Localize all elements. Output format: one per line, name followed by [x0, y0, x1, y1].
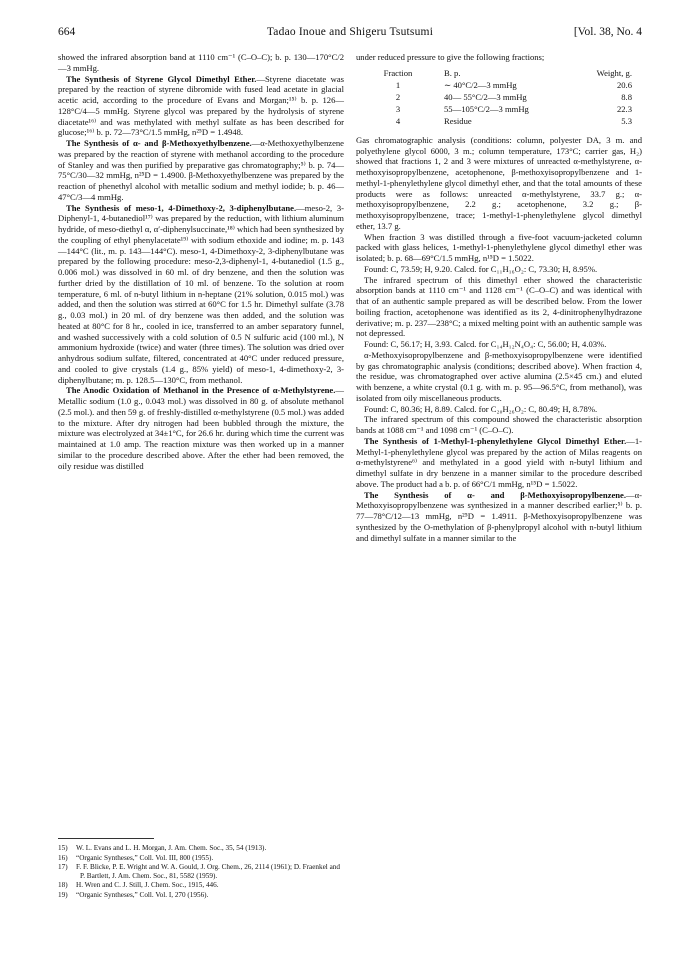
paragraph	[58, 203, 344, 386]
footnote-number: 19)	[58, 890, 68, 899]
footnote-number: 16)	[58, 853, 68, 862]
footnote	[58, 854, 344, 863]
paragraph-text: The infrared spectrum of this dimethyl ether showed the characteristic absorption bands at 1110 cm⁻¹ and 1128 cm⁻¹ (C–O–C) and was identical with that of an authentic sample prepared as will be described below. From the lower boiling fraction, acetophenone was identified as its 2, 4-dinitrophenylhydrazone derivative; m. p. 237—238°C; a mixed melting point with an authentic sample was not depressed.	[356, 274, 642, 339]
table-cell: 20.6	[616, 79, 632, 90]
section-heading: The Synthesis of meso-1, 4-Dimethoxy-2, 3-diphenylbutane.	[66, 202, 297, 213]
paragraph-text: —meso-2, 3-Diphenyl-1, 4-butanediol¹⁷⁾ was prepared by the reduction, with lithium aluminum hydride, of meso-diethyl α, α′-diphenylsuccinate,¹⁸⁾ which had been synthesized by the coupling of ethyl phenylacetate¹⁹⁾ with sodium ethoxide and iodine; m. p. 143—144°C (lit., m. p. 143—144°C). meso-1, 4-Dimethoxy-2, 3-diphenylbutane was prepared by the following procedure: meso-2,3-diphenyl-1, 4-butanediol (1.5 g., 0.006 mol.) was dissolved in 60 ml. of dry benzene, and then the solution was further dried by the distillation of 10 ml. of benzene. To the solution at room temperature, 6 ml. of n-butyl lithium in n-heptane (21% solution, 0.015 mol.) was added, and then the solution was stirred at 60°C for 1.5 hr. Dimethyl sulfate (3.78 g., 0.03 mol.) in 20 ml. of dry benzene was then added, and the solution was heated at 80°C for 8 hr., cooled in ice, transferred to an amber separatory funnel, and washed successively with a cold solution of 0.5 N sulfuric acid (100 ml.), N ammonium hydroxide (twice) and water (three times). The solution was dried over anhydrous sodium sulfate, filtered, concentrated at 40°C under reduced pressure, and cooled to give crystals (1.4 g., 85% yield) of meso-1, 4-dimethoxy-2, 3-diphenylbutane; m. p. 128.5—130°C, from methanol.	[58, 202, 344, 385]
table-cell: 1	[395, 79, 401, 90]
paragraph-text: Found: C, 73.59; H, 9.20. Calcd. for C₁₁H₁₆O₂: C, 73.30; H, 8.95%.	[364, 263, 598, 274]
footnote-list	[58, 844, 344, 900]
footnote-text: “Organic Syntheses,” Coll. Vol. I, 270 (1956).	[76, 890, 209, 899]
footnote	[58, 863, 344, 880]
section-heading: The Synthesis of α- and β-Methoxyisopropylbenzene.	[364, 489, 627, 500]
paragraph-text: When fraction 3 was distilled through a five-foot vacuum-jacketed column packed with glass helices, 1-methyl-1-phenylethylene glycol dimethyl ether was isolated; b. p. 68—69°C/1.5 mmHg, n¹⁵D = 1.5022.	[356, 231, 642, 263]
paragraph-text: Found: C, 56.17; H, 3.93. Calcd. for C₁₄H₁₂N₄O₄: C, 56.00; H, 4.03%.	[364, 339, 607, 349]
table-cell: 3	[395, 103, 401, 114]
running-authors: Tadao Inoue and Shigeru Tsutsumi	[266, 26, 434, 38]
paragraph	[356, 490, 642, 544]
paragraph-text: showed the infrared absorption band at 1110 cm⁻¹ (C–O–C); b. p. 130—170°C/2—3 mmHg.	[58, 52, 344, 73]
paragraph-text: —1-Methyl-1-phenylethylene glycol was prepared by the action of Milas reagents on α-methylstyrene⁶⁾ and methylated in a good yield with n-butyl lithium and dimethyl sulfate in dry benzene in a manner similar to the procedure described above. The product had a b. p. of 66°C/1 mmHg, n¹⁵D = 1.5022.	[356, 435, 642, 489]
page-number: 664	[58, 26, 76, 38]
volume-info: [Vol. 38, No. 4	[573, 26, 642, 38]
paragraph-text: —α-Methoxyethylbenzene was prepared by the reaction of styrene with methanol according to the procedure of Stanley and was then purified by preparative gas chromatography;⁵⁾ b. p. 74—75°C/30—32 mmHg, n²⁵D = 1.4900. β-Methoxyethylbenzene was prepared by the reaction of phenethyl alcohol with metallic sodium and methyl iodide; b. p. 46—47°C/3—4 mmHg.	[58, 138, 344, 202]
paragraph-text: Found: C, 80.36; H, 8.89. Calcd. for C₂₀H₂₆O₂: C, 80.49; H, 8.78%.	[364, 403, 598, 414]
table-cell: 55—105°C/2—3 mmHg	[444, 103, 529, 114]
paragraph-text: α-Methoxyisopropylbenzene and β-methoxyisopropylbenzene were identified by gas chromatographic analysis (conditions; described above). When fraction 4, the residue, was chromatographed over active alumina (2.5×45 cm.) and eluted with benzene, a white crystal (0.1 g. with m. p. 95—96.5°C, from methanol), was isolated from oily miscellaneous products.	[356, 349, 642, 403]
paragraph	[356, 275, 642, 340]
section-heading: The Synthesis of Styrene Glycol Dimethyl Ether.	[66, 73, 257, 84]
paragraph	[356, 414, 642, 436]
section-heading: The Synthesis of α- and β-Methoxyethylbenzene.	[66, 138, 252, 148]
footnote-number: 15)	[58, 844, 68, 852]
table-header-cell: Fraction	[383, 67, 413, 78]
footnote-number: 18)	[58, 881, 68, 890]
paragraph-text: The infrared spectrum of this compound showed the characteristic absorption bands at 1088 cm⁻¹ and 1098 cm⁻¹ (C–O–C).	[356, 414, 642, 435]
running-header	[58, 26, 642, 40]
paragraph-text: —Styrene diacetate was prepared by the reaction of styrene dibromide with fused lead acetate in glacial acetic acid, according to the procedure of Evans and Morgan;¹⁵⁾ b. p. 126—128°C/4—5 mmHg. Styrene glycol was prepared by the hydrolysis of styrene diacetate¹⁶⁾ and was methylated with methyl sulfate as has been described for glucose;¹⁶⁾ b. p. 72—73°C/1.5 mmHg, n²⁵D = 1.4948.	[58, 73, 344, 138]
paragraph	[58, 74, 344, 139]
footnote-text: H. Wren and C. J. Still, J. Chem. Soc., 1915, 446.	[76, 881, 219, 890]
paragraph	[356, 350, 642, 404]
paragraph	[58, 52, 344, 74]
footnote	[58, 881, 344, 890]
paragraph-text: Gas chromatographic analysis (conditions: column, polyester DA, 3 m. and polyethylene glycol 6000, 3 m.; column temperature, 173°C; carrier gas, H₂) showed that fractions 1, 2 and 3 were mixtures of unreacted α-methylstyrene, α-methoxyisopropylbenzene, acetophenone, β-methoxyisopropylbenzene and 1-methyl-1-phenylethylene glycol dimethyl ether, and that the total amounts of these products were as follows: unreacted α-methylstyrene, 33.7 g.; α-methoxyisopropylbenzene, 2.2 g.; acetophenone, 3.2 g.; β-methoxyisopropylbenzene, trace; 1-methyl-1-phenylethylene glycol dimethyl ether, 13.7 g.	[356, 134, 642, 231]
table-header-cell: B. p.	[444, 67, 461, 78]
footnote-text: F. F. Blicke, P. E. Wright and W. A. Gould, J. Org. Chem., 26, 2114 (1961); D. Fraenkel and P. Bartlett, J. Am. Chem. Soc., 81, 5582 (1959).	[76, 863, 340, 880]
paragraph-text: —α-Methoxyisopropylbenzene was synthesized in a manner described earlier;⁵⁾ b. p. 77—78°C/12—13 mmHg, n²⁵D = 1.4911. β-Methoxyisopropylbenzene was synthesized by the O-methylation of β-phenylpropyl alcohol with n-butyl lithium and dimethyl sulfate in a manner similar to the	[356, 489, 642, 543]
table-row	[370, 91, 638, 103]
footnote-text: “Organic Syntheses,” Coll. Vol. III, 800 (1955).	[76, 853, 214, 862]
paragraph	[356, 436, 642, 490]
footnote-rule	[58, 838, 154, 839]
table-cell: Residue	[444, 115, 472, 126]
table-cell: ∼ 40°C/2—3 mmHg	[444, 79, 517, 90]
table-row	[370, 79, 638, 91]
fractions-intro: under reduced pressure to give the following fractions;	[356, 52, 545, 62]
footnote-number: 17)	[58, 863, 68, 872]
table-row	[370, 103, 638, 115]
table-cell: 5.3	[621, 115, 632, 126]
table-cell: 40— 55°C/2—3 mmHg	[444, 91, 527, 102]
right-column	[356, 52, 642, 543]
footnote	[58, 891, 344, 900]
paragraph	[356, 339, 642, 350]
table-header-cell: Weight, g.	[596, 67, 632, 78]
left-column	[58, 52, 344, 471]
table-cell: 2	[395, 91, 401, 102]
paragraph	[58, 138, 344, 203]
section-heading: The Anodic Oxidation of Methanol in the Presence of α-Methylstyrene.	[66, 385, 336, 396]
section-heading: The Synthesis of 1-Methyl-1-phenylethylene Glycol Dimethyl Ether.	[364, 435, 627, 446]
paragraph	[356, 135, 642, 232]
paragraph	[356, 264, 642, 275]
footnote	[58, 844, 344, 853]
footnote-text: W. L. Evans and L. H. Morgan, J. Am. Chem. Soc., 35, 54 (1913).	[76, 844, 267, 852]
footnotes	[58, 838, 344, 901]
paragraph-text: —Metallic sodium (1.0 g., 0.043 mol.) was dissolved in 80 g. of absolute methanol (2.5 mol.). and then 59 g. of freshly-distilled α-methylstyrene (0.5 mol.) was added to the mixture. After dry nitrogen had been bubbled through the mixture, the mixture was electrolyzed at 34±1°C, for 26.6 hr. during which time the current was maintained at 1.0 amp. The reaction mixture was then worked up in a manner similar to the procedure described above. After the ether had been removed, the oily residue was distilled	[58, 385, 344, 471]
table-cell: 4	[395, 115, 401, 126]
paragraph	[356, 232, 642, 264]
table-row	[370, 115, 638, 127]
paragraph	[356, 404, 642, 415]
table-cell: 22.3	[616, 103, 632, 114]
right-column-body	[356, 135, 642, 544]
table-cell: 8.8	[621, 91, 632, 102]
table-header-row	[370, 67, 638, 79]
fraction-table	[370, 67, 638, 127]
paragraph	[58, 385, 344, 471]
